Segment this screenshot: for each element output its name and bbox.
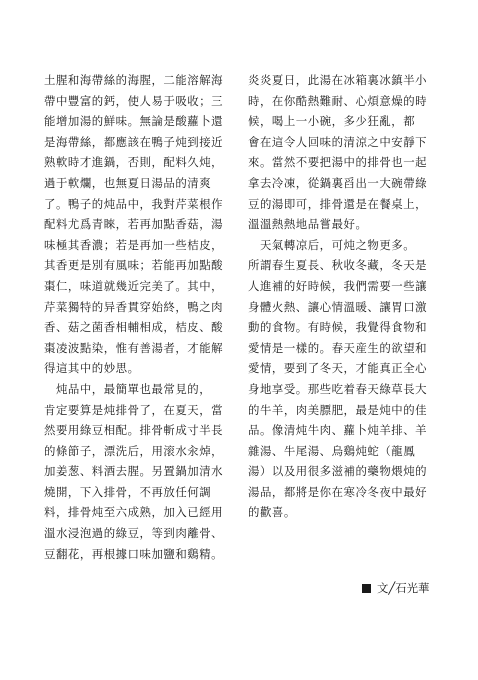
text-line: 炖品中，最簡單也最常見的， [44, 381, 212, 396]
text-line: 來。當然不要把湯中的排骨也一起 [248, 155, 428, 170]
text-line: 了。鴨子的炖品中，我對芹菜根作 [44, 196, 224, 211]
text-line: 候，喝上一小碗，多少狂亂，都 [248, 114, 416, 129]
text-line: 湯）以及用很多滋補的藥物煨炖的 [248, 464, 428, 479]
text-line: 豆翻花，再根據口味加鹽和鷄精。 [44, 546, 224, 561]
text-line: 所謂春生夏長、秋收冬藏，冬天是 [248, 258, 428, 273]
text-line: 雜湯、牛尾湯、烏鷄炖蛇（龍鳳 [248, 443, 416, 458]
text-line: 帶中豐富的鈣，使人易于吸收；三 [44, 93, 224, 108]
text-line: 人進補的好時候，我們需要一些讓 [248, 278, 428, 293]
text-line: 的條節子，漂洗后，用滚水汆焯， [44, 443, 224, 458]
text-line: 加姜葱、料酒去腥。另置鍋加清水 [44, 464, 224, 479]
text-line: 動的食物。有時候，我覺得食物和 [248, 320, 428, 335]
text-line: 味極其香濃；若是再加一些桔皮， [44, 237, 224, 252]
text-line: 炎炎夏日，此湯在冰箱裏冰鎮半小 [248, 73, 428, 87]
text-line: 湯品，都將是你在寒冷冬夜中最好 [248, 484, 428, 499]
text-line: 過于軟爛，也無夏日湯品的清爽 [44, 175, 212, 190]
text-line: 天氣轉凉后，可炖之物更多。 [248, 237, 416, 252]
text-line: 時，在你酷熱難耐、心煩意燥的時 [248, 93, 428, 108]
text-line: 肯定要算是炖排骨了，在夏天，當 [44, 402, 224, 417]
text-line: 芹菜獨特的异香貫穿始終，鴨之肉 [44, 299, 224, 314]
text-line: 棗仁，味道就幾近完美了。其中， [44, 278, 224, 293]
text-line: 能增加湯的鮮味。無論是酸蘿卜還 [44, 114, 224, 129]
text-line: 然要用綠豆相配。排骨斬成寸半長 [44, 423, 224, 438]
text-line: 棗凌波點染，惟有善湯者，才能解 [44, 340, 224, 355]
text-line: 愛情是一樣的。春天産生的欲望和 [248, 340, 428, 355]
author-credit: 文╱石光華 [377, 581, 430, 595]
text-line: 豆的湯即可，排骨還是在餐桌上， [248, 196, 428, 211]
text-line: 身體火熱、讓心情溫暖、讓胃口激 [248, 299, 428, 314]
text-line: 燒開，下入排骨，不再放任何調 [44, 484, 212, 499]
text-line: 會在這令人回味的清涼之中安靜下 [248, 134, 428, 149]
text-line: 得這其中的妙思。 [44, 361, 140, 376]
author-signature [362, 578, 429, 598]
text-line: 土腥和海帶絲的海腥，二能溶解海 [44, 73, 224, 87]
text-line: 的歡喜。 [248, 505, 296, 520]
right-text-column [248, 70, 434, 523]
text-line: 香、菇之菌香相輔相成，桔皮、酸 [44, 320, 224, 335]
square-bullet-icon [362, 584, 371, 593]
text-line: 熟軟時才進鍋，否則，配料久炖， [44, 155, 224, 170]
text-line: 溫溫熱熱地品嘗最好。 [248, 217, 368, 232]
text-line: 的牛羊，肉美膘肥，最是炖中的佳 [248, 402, 428, 417]
text-line: 品。像清炖牛肉、蘿卜炖羊排、羊 [248, 423, 428, 438]
text-line: 是海帶絲，都應該在鴨子炖到接近 [44, 134, 224, 149]
text-line: 料，排骨炖至六成熟，加入已經用 [44, 505, 224, 520]
text-line: 拿去冷凍，從鍋裏舀出一大碗帶綠 [248, 175, 428, 190]
text-line: 其香更是別有風味；若能再加點酸 [44, 258, 224, 273]
text-line: 身地享受。那些吃着春天綠草長大 [248, 381, 428, 396]
text-line: 愛情，要到了冬天，才能真正全心 [248, 361, 428, 376]
left-text-column [44, 70, 230, 564]
text-line: 配料尤爲青睞，若再加點香菇，湯 [44, 217, 224, 232]
text-line: 溫水浸泡過的綠豆，等到肉離骨、 [44, 526, 224, 541]
